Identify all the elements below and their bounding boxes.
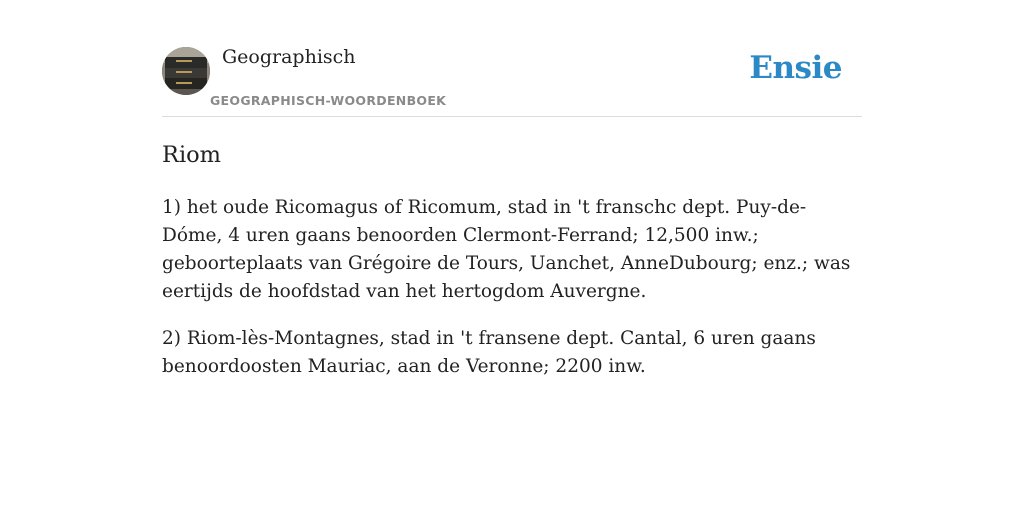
entry-content — [162, 139, 862, 400]
source-header — [162, 44, 862, 117]
source-subtitle[interactable]: GEOGRAPHISCH-WOORDENBOEK — [210, 93, 447, 108]
books-thumbnail-icon — [162, 47, 210, 95]
ensie-logo-link[interactable]: Ensie — [749, 50, 842, 86]
entry-title: Riom — [162, 142, 222, 168]
source-title[interactable]: Geographisch — [222, 46, 356, 68]
entry-paragraph: 1) het oude Ricomagus of Ricomum, stad in 't franschc dept. Puy-de-Dóme, 4 uren gaans benoorden Clermont-Ferrand; 12,500 inw.; geboorteplaats van Grégoire de Tours, Uanchet, AnneDubourg; enz.; was eertijds de hoofdstad van het hertogdom Auvergne. — [162, 197, 851, 302]
entry-paragraph: 2) Riom-lès-Montagnes, stad in 't fransene dept. Cantal, 6 uren gaans benoordoosten Mauriac, aan de Veronne; 2200 inw. — [162, 328, 816, 377]
source-avatar[interactable] — [162, 47, 210, 95]
